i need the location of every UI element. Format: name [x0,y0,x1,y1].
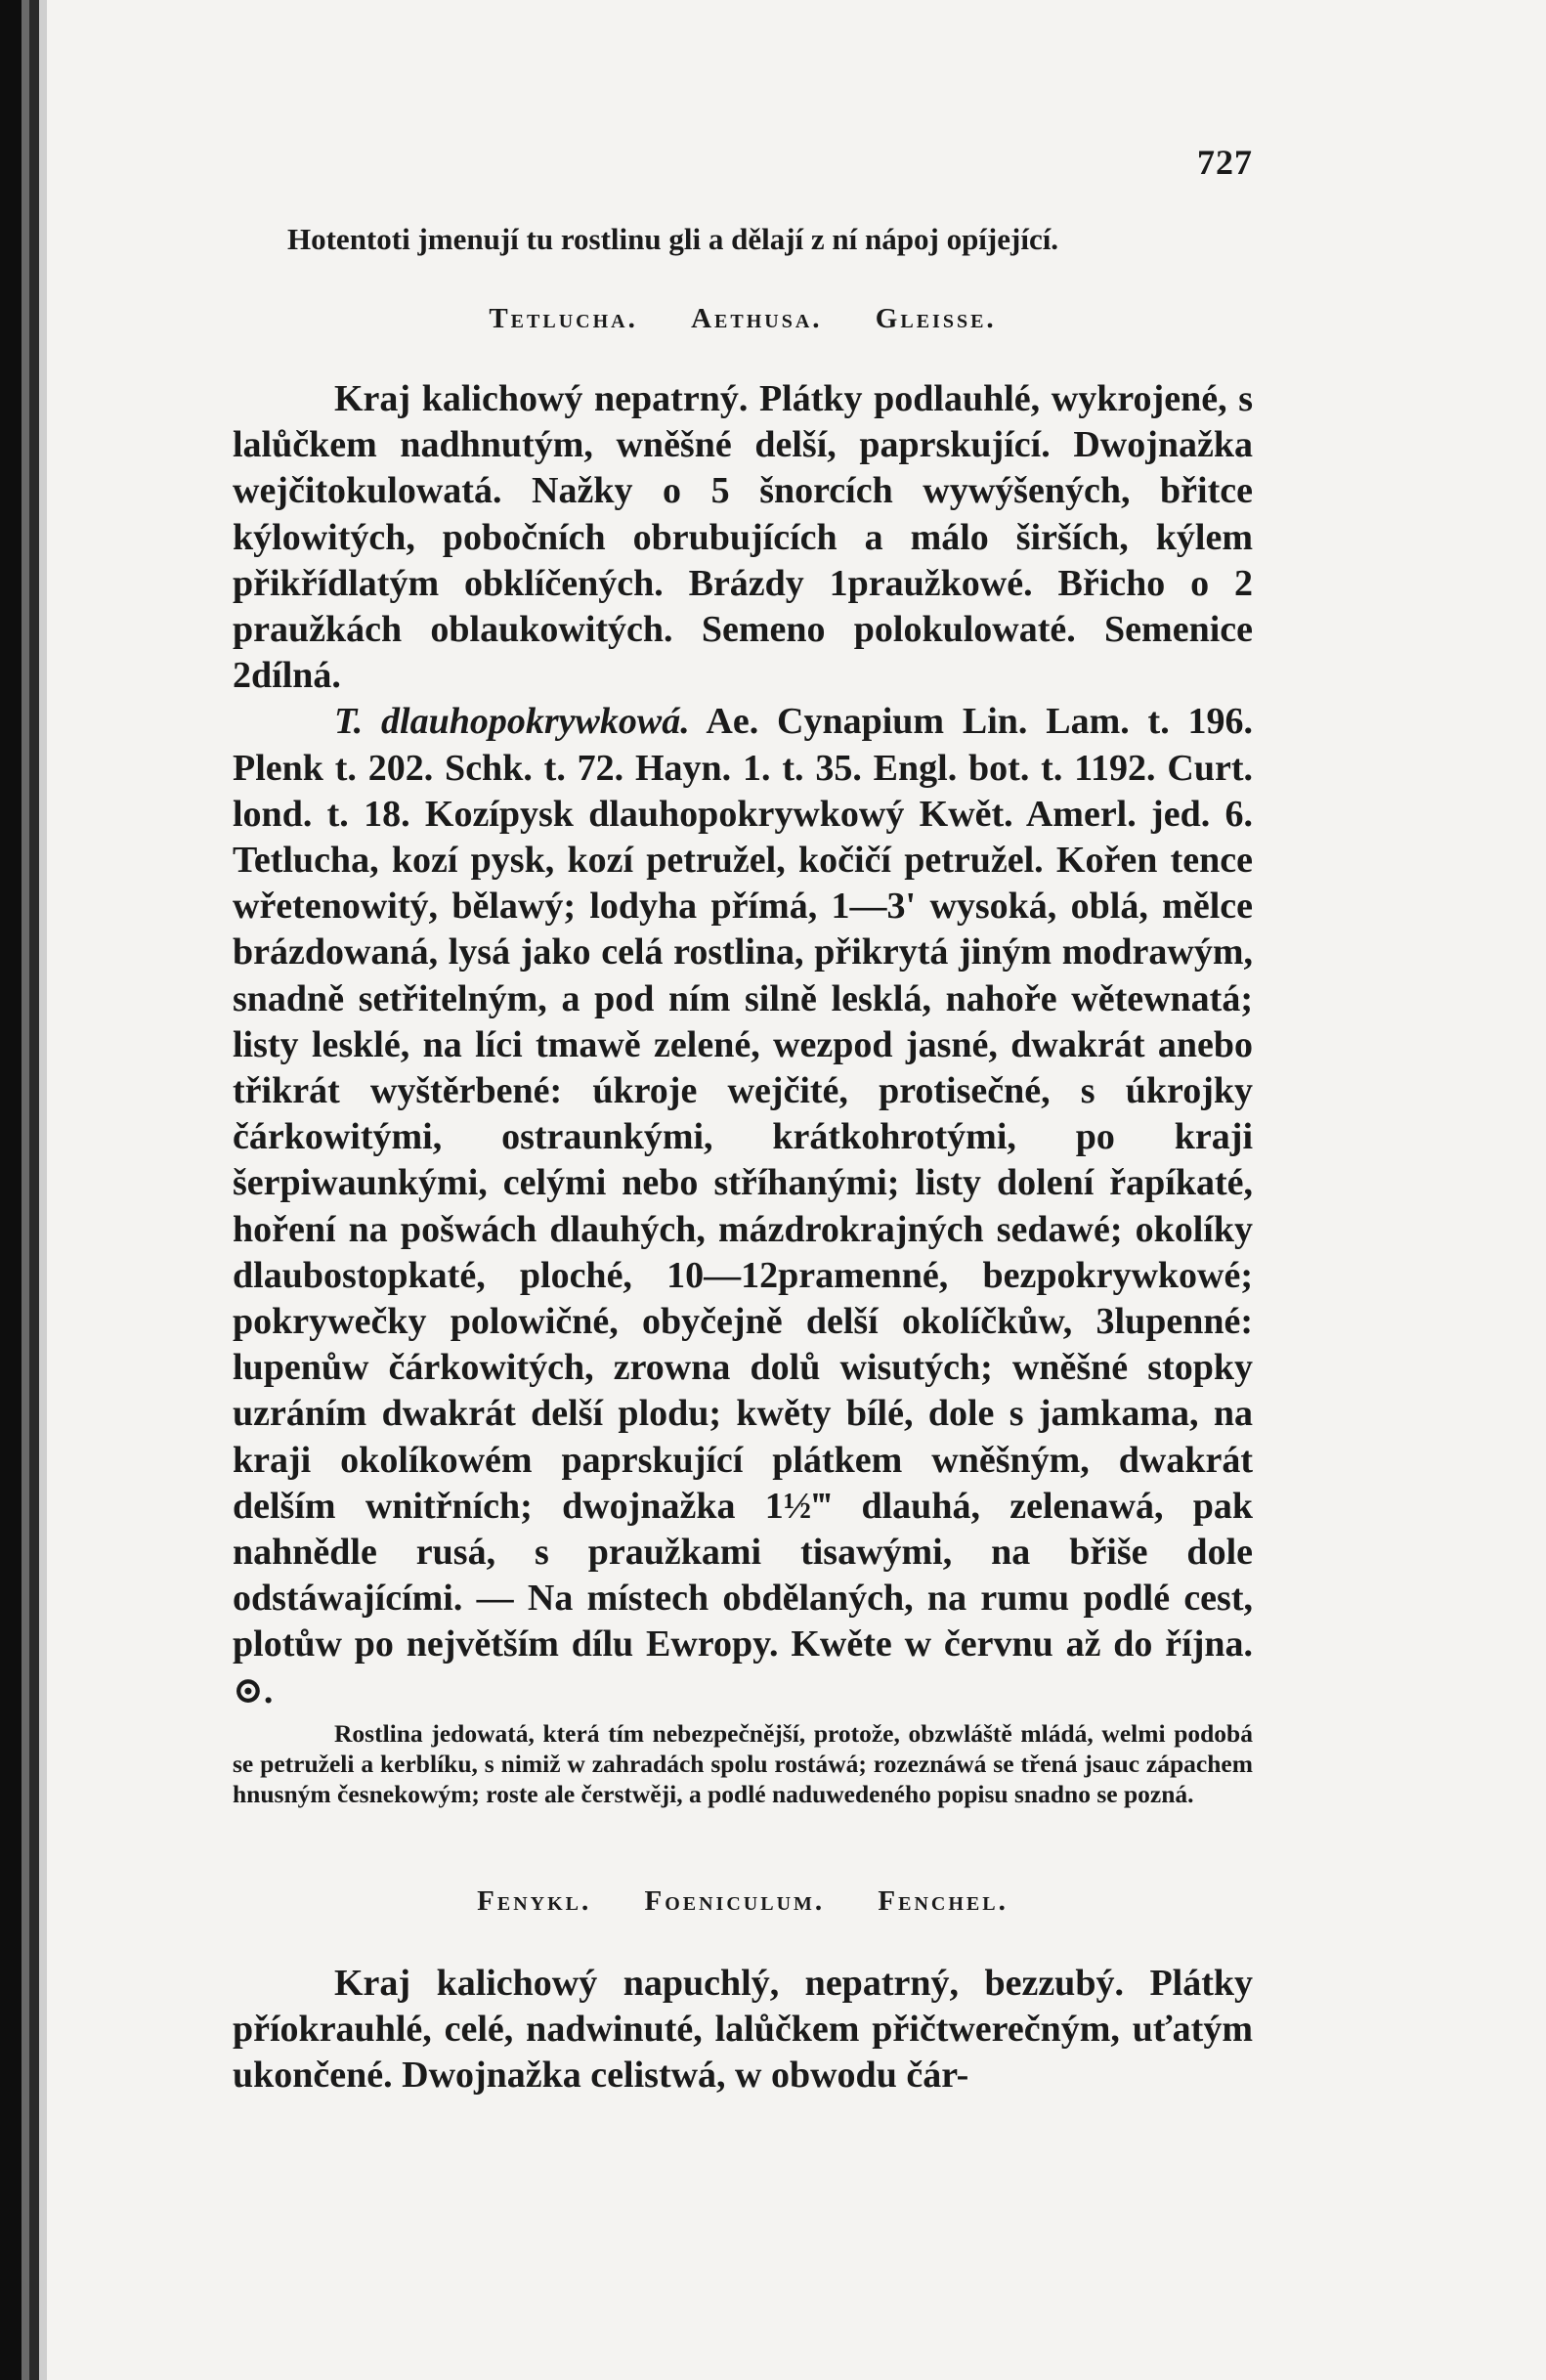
genus-heading-tetlucha [233,303,1253,335]
genus-description: Kraj kalichowý nepatrný. Plátky podlauhlé, wykrojené, s lalůčkem nadhnutým, wněšné delší, paprskující. Dwojnažka wejčitokulowatá. Nažky o 5 šnorcích wywýšených, břitce kýlowitých, pobočních obrubujících a málo širších, kýlem přikřídlatým obklíčených. Brázdy 1praužkowé. Břicho o 2 praužkách oblaukowitých. Semeno polokulowaté. Semenice 2dílná. [233,378,1253,697]
book-page [47,0,1546,2380]
species-name: T. dlauhopokrywkowá. [334,701,690,743]
genus-description: Kraj kalichowý napuchlý, nepatrný, bezzubý. Plátky příokrauhlé, celé, nadwinuté, lalůčkem přičtwerečným, uťatým ukončené. Dwojnažka celistwá, w obwodu čár- [233,1962,1253,2097]
genus-latin-name: Aethusa. [691,303,823,334]
genus-heading-fenykl [233,1885,1253,1918]
genus-czech-name: Tetlucha. [489,303,638,334]
scan-left-edge [0,0,47,2380]
species-description: Tetlucha, kozí pysk, kozí petružel, kočičí petružel. Kořen tence wřetenowitý, bělawý; lodyha přímá, 1—3' wysoká, oblá, mělce brázdowaná, lysá jako celá rostlina, přikrytá jiným modrawým, snadně setřitelným, a pod ním silně lesklá, nahoře wětewnatá; listy lesklé, na líci tmawě zelené, wezpod jasné, dwakrát anebo třikrát wyštěrbené: úkroje wejčité, protisečné, s úkrojky čárkowitými, ostraunkými, krátkohrotými, po kraji šerpiwaunkými, celými nebo stříhanými; listy dolení řapíkaté, hoření na pošwách dlauhých, mázdrokrajných sedawé; okolíky dlaubostopkaté, ploché, 10—12pramenné, bezpokrywkowé; pokrywečky polowičné, obyčejně delší okolíčkůw, 3lupenné: lupenůw čárkowitých, zrowna dolů wisutých; wněšné stopky uzráním dwakrát delší plodu; kwěty bílé, dole s jamkama, na kraji okolíkowém paprskující plátkem wněšným, dwakrát delším wnitřních; dwojnažka 1½‴ dlauhá, zelenawá, pak nahnědle rusá, s praužkami tisawými, na břiše dole odstáwajícími. — Na místech obdělaných, na rumu podlé cest, plotůw po největším dílu Ewropy. Kwěte w červnu až do října. ⊙. [233,840,1253,1711]
intro-paragraph: Hotentoti jmenují tu rostlinu gli a dělají z ní nápoj opíjející. [287,222,1059,256]
species-synonyms: Ae. Cynapium Lin. Lam. t. 196. Plenk t. 202. Schk. t. 72. Hayn. 1. t. 35. Engl. bot. t. 1192. Curt. lond. t. 18. Kozípysk dlauhopokrywkowý Kwět. Amerl. jed. 6. [233,701,1253,835]
footnote-paragraph: Rostlina jedowatá, která tím nebezpečnější, protože, obzwláště mládá, welmi podobá se petruželi a kerblíku, s nimiž w zahradách spolu rostáwá; rozeznáwá se třená jsauc zápachem hnusným česnekowým; roste ale čerstwěji, a podlé naduwedeného popisu snadno se pozná. [233,1718,1253,1808]
page-number: 727 [1197,143,1253,182]
text-block [233,142,1253,2099]
species-entry [233,699,1253,1713]
genus-german-name: Gleisse. [875,303,997,334]
genus-czech-name: Fenykl. [477,1884,592,1917]
genus-latin-name: Foeniculum. [644,1884,826,1917]
genus-german-name: Fenchel. [878,1884,1009,1917]
